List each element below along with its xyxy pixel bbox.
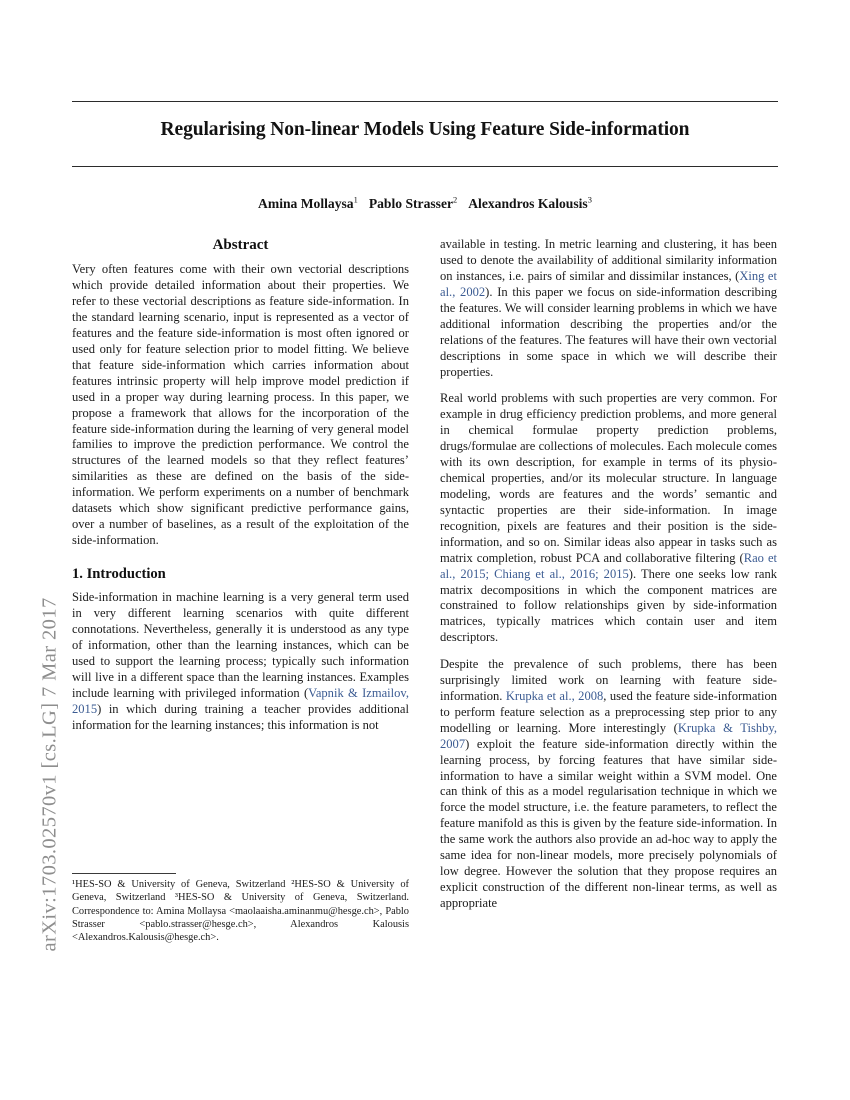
- para3-text-part-2: , used the feature side-information to perform feature selection as a preprocessing step prior to any modelling or learning. More interestingly (: [440, 688, 777, 735]
- para2-text-part-2: ). There one seeks low rank matrix decompositions in which the component matrices are constrained to follow relationships given by side-information matrices, typically matrices which contain user and item descriptors.: [440, 566, 778, 645]
- author-name: Pablo Strasser: [368, 195, 454, 211]
- author-entry: [258, 196, 358, 211]
- para3-text-part-3: ) exploit the feature side-information directly within the learning process, by forcing features that have similar side-information to have a similar weight within a SVM model. One can think of this as a model regularisation technique in which we force the model structure, i.e. the feature parameters, to reflect the feature manifold as this is given by the feature side-information. In the same work the authors also provide an ad-hoc way to apply the same idea for non-linear models, more precisely polynomials of low degree. However the solution that they propose requires an explicit construction of the different non-linear terms, as well as appropriate: [440, 736, 777, 911]
- citation-vapnik-izmailov[interactable]: Vapnik & Izmailov, 2015: [72, 685, 410, 716]
- para1-text-part-1: available in testing. In metric learning and clustering, it has been used to denote the availability of additional similarity information on instances, i.e. pairs of similar and dissimilar instances, (: [440, 237, 777, 283]
- footnote-block: [72, 873, 409, 944]
- right-paragraph-3: [440, 657, 777, 912]
- right-paragraph-1: [440, 237, 777, 381]
- paper-page: [72, 0, 778, 1100]
- title-rule-bottom: [72, 166, 778, 167]
- footnote-text: ¹HES-SO & University of Geneva, Switzerland ²HES-SO & University of Geneva, Switzerland ³HES-SO & University of Geneva, Switzerland. Correspondence to: Amina Mollaysa <maolaaisha.aminanmu@hesge.ch>, Pablo Strasser <pablo.strasser@hesge.ch>, Alexandros Kalousis <Alexandros.Kalousis@hesge.ch>.: [72, 879, 409, 943]
- abstract-heading: Abstract: [212, 237, 269, 253]
- left-column: [72, 237, 409, 1027]
- right-paragraph-2: [440, 391, 777, 646]
- intro-text-part-1: Side-information in machine learning is a very general term used in very different learning scenarios with quite different connotations. Nevertheless, generally it is understood as any type of information, other than the learning instances, which can be used to support the learning process; typically such information will live in a different space than the learning instances. Examples include learning with privileged information (: [72, 590, 409, 700]
- citation-krupka-tishby[interactable]: Krupka & Tishby, 2007: [440, 720, 777, 751]
- two-column-body: [72, 237, 778, 1027]
- para1-text-part-2: ). In this paper we focus on side-information describing the features. We will consider learning problems in which we have additional information describing the properties and/or the relations of the features. The features will have their own vectorial descriptions in some space in which we will describe their properties.: [440, 284, 777, 379]
- author-name: Amina Mollaysa: [258, 195, 354, 211]
- author-affiliation-marker: 2: [453, 194, 458, 204]
- author-affiliation-marker: 3: [587, 194, 592, 204]
- title-rule-top: [72, 101, 778, 102]
- para2-text-part-1: Real world problems with such properties are very common. For example in drug efficiency prediction problems, and more general in chemical formulae property prediction problems, drugs/formulae are collections of molecules. Each molecule comes with its own description, for example in terms of its physio-chemical properties, and/or its molecular structure. In language modeling, words are features and the words’ semantic and syntactic properties are their side-information. In image recognition, pixels are features and their position is the side-information, and so on. Similar ideas also appear in tasks such as matrix completion, robust PCA and collaborative filtering (: [440, 391, 777, 565]
- page-title: Regularising Non-linear Models Using Feature Side-information: [160, 119, 690, 140]
- author-affiliation-marker: 1: [353, 194, 358, 204]
- introduction-paragraph: [72, 590, 409, 734]
- citation-krupka-2008[interactable]: Krupka et al., 2008: [505, 688, 604, 703]
- arxiv-stamp-text: arXiv:1703.02570v1 [cs.LG] 7 Mar 2017: [38, 597, 61, 952]
- citation-xing[interactable]: Xing et al., 2002: [440, 268, 777, 299]
- author-entry: [468, 196, 592, 211]
- footnote-rule: [72, 873, 176, 874]
- introduction-heading: 1. Introduction: [72, 566, 166, 583]
- abstract-paragraph: Very often features come with their own vectorial descriptions which provide detailed information about their properties. We refer to these vectorial descriptions as feature side-information. In the standard learning scenario, input is represented as a vector of features and the feature side-information is most often ignored or used only for feature selection prior to model fitting. We believe that feature side-information which carries information about features intrinsic property will help improve model prediction if used in a proper way during learning process. In this paper, we propose a framework that allows for the incorporation of the feature side-information during the learning of very general model families to improve the prediction performance. We control the structures of the learned models so that they reflect features’ similarities as these are defined on the basis of the side-information. We perform experiments on a number of benchmark datasets which show significant predictive performance gains, over a number of baselines, as a result of the exploitation of the side-information.: [72, 262, 409, 548]
- right-column: [440, 237, 777, 1027]
- intro-text-part-2: ) in which during training a teacher provides additional information for the learning instances; this information is not: [72, 701, 409, 732]
- author-name: Alexandros Kalousis: [468, 195, 588, 211]
- author-entry: [369, 196, 457, 211]
- citation-rao-chiang[interactable]: Rao et al., 2015; Chiang et al., 2016; 2015: [440, 550, 777, 581]
- author-list: [72, 194, 778, 212]
- para3-text-part-1: Despite the prevalence of such problems, there has been surprisingly limited work on learning with feature side-information.: [440, 656, 777, 703]
